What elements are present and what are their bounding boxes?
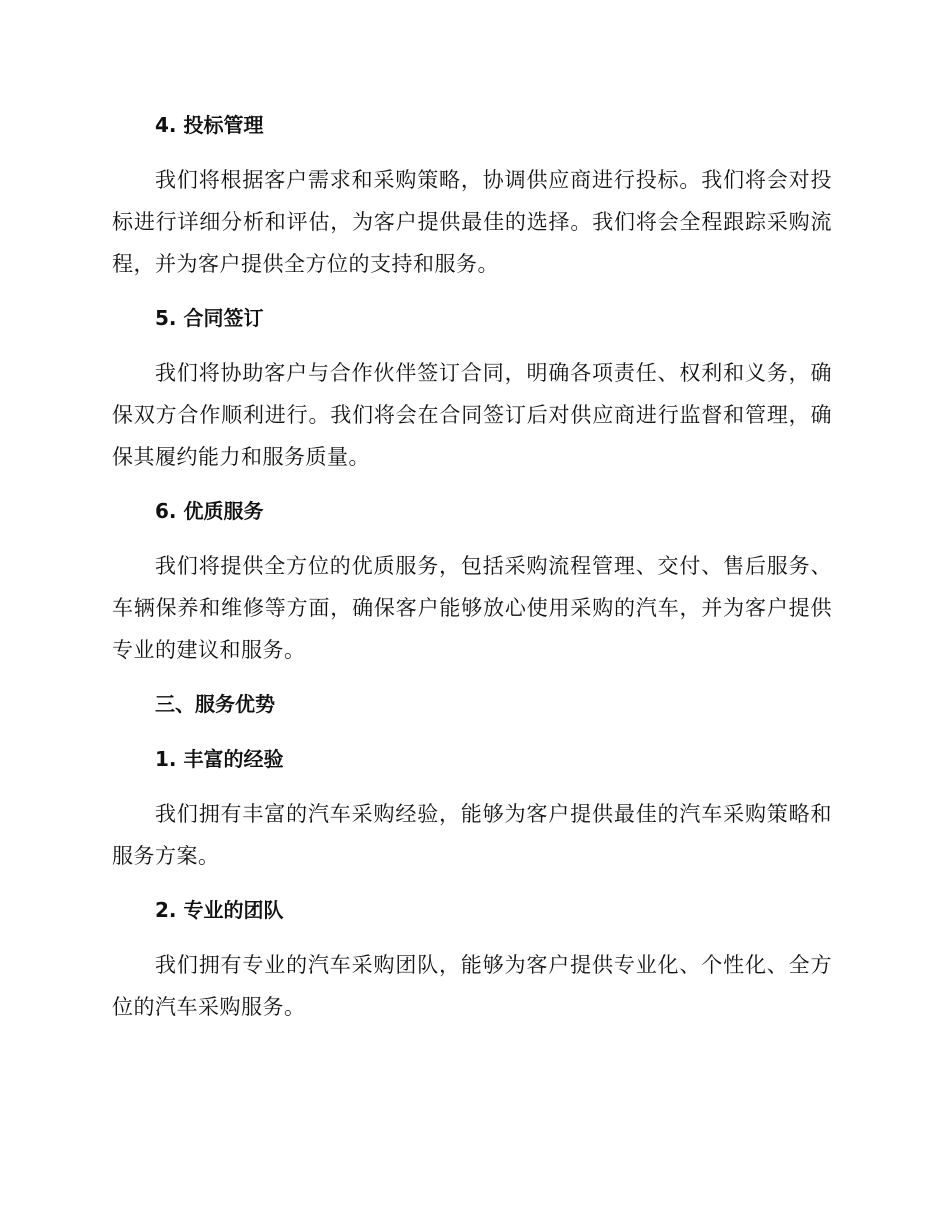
section-heading-quality-service: 6. 优质服务 <box>155 499 264 523</box>
section-heading-contract: 5. 合同签订 <box>155 306 264 330</box>
section-paragraph-contract: 我们将协助客户与合作伙伴签订合同，明确各项责任、权利和义务，确保双方合作顺利进行。我们将会在合同签订后对供应商进行监督和管理，确保其履约能力和服务质量。 <box>112 361 832 469</box>
section-heading-bidding: 4. 投标管理 <box>155 113 264 137</box>
advantage-paragraph-experience: 我们拥有丰富的汽车采购经验，能够为客户提供最佳的汽车采购策略和服务方案。 <box>112 802 832 868</box>
document-body <box>112 104 832 1028</box>
advantage-heading-experience: 1. 丰富的经验 <box>155 747 284 771</box>
chapter-heading-service-advantages: 三、服务优势 <box>155 692 275 716</box>
advantage-heading-team: 2. 专业的团队 <box>155 898 284 922</box>
advantage-paragraph-team: 我们拥有专业的汽车采购团队，能够为客户提供专业化、个性化、全方位的汽车采购服务。 <box>112 953 832 1019</box>
section-paragraph-bidding: 我们将根据客户需求和采购策略，协调供应商进行投标。我们将会对投标进行详细分析和评估，为客户提供最佳的选择。我们将会全程跟踪采购流程，并为客户提供全方位的支持和服务。 <box>112 168 832 276</box>
section-paragraph-quality-service: 我们将提供全方位的优质服务，包括采购流程管理、交付、售后服务、车辆保养和维修等方面，确保客户能够放心使用采购的汽车，并为客户提供专业的建议和服务。 <box>112 554 832 662</box>
